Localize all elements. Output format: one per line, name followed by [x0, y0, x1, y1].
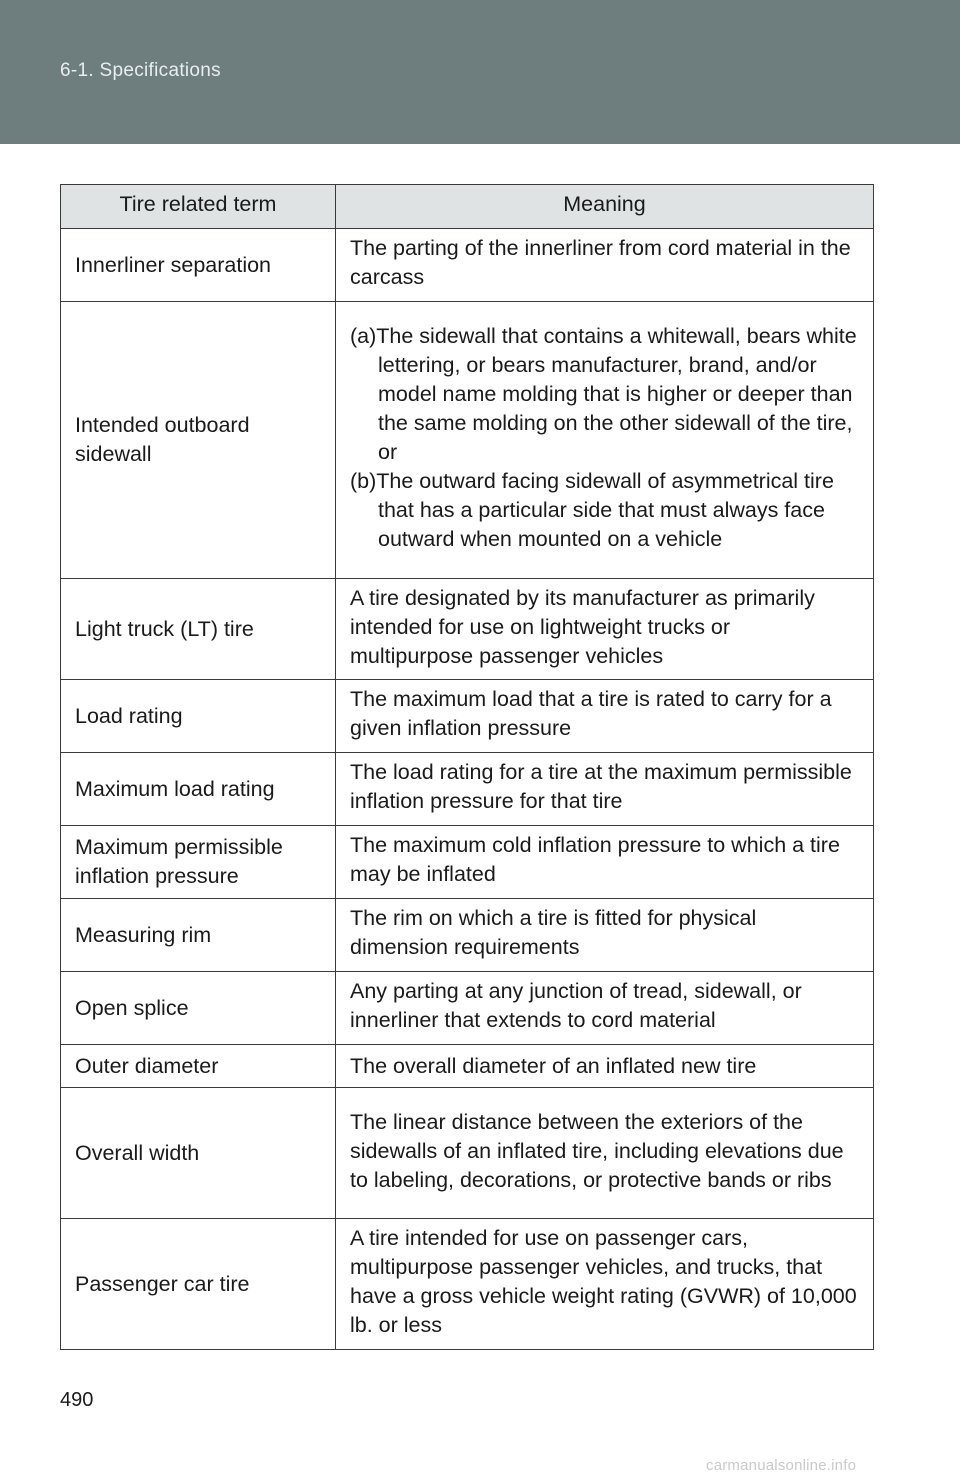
meaning-cell: The parting of the innerliner from cord material in the carcass [336, 229, 874, 302]
table-row [61, 1219, 874, 1350]
meaning-cell: A tire designated by its manufacturer as primarily intended for use on lightweight trucks or multipurpose passenger vehicles [336, 579, 874, 680]
meaning-cell: Any parting at any junction of tread, sidewall, or innerliner that extends to cord material [336, 972, 874, 1045]
table-row [61, 1045, 874, 1088]
term-cell: Maximum permissible inflation pressure [61, 826, 336, 899]
table-header-row [61, 185, 874, 229]
term-cell: Passenger car tire [61, 1219, 336, 1350]
meaning-cell: The linear distance between the exteriors of the sidewalls of an inflated tire, including elevations due to labeling, decorations, or protective bands or ribs [336, 1088, 874, 1219]
header-band [0, 0, 960, 144]
list-item: (a)The sidewall that contains a whitewall, bears white lettering, or bears manufacturer, brand, and/or model name molding that is higher or deeper than the same molding on the other sidewall of the tire, or [350, 324, 857, 464]
table-row [61, 302, 874, 579]
page-number: 490 [60, 1389, 94, 1411]
meaning-cell [336, 302, 874, 579]
table-row [61, 579, 874, 680]
table-row [61, 753, 874, 826]
watermark: carmanualsonline.info [706, 1457, 857, 1474]
table-row [61, 1088, 874, 1219]
term-cell: Load rating [61, 680, 336, 753]
list-item: (b)The outward facing sidewall of asymmetrical tire that has a particular side that must always face outward when mounted on a vehicle [350, 469, 834, 551]
column-header-term: Tire related term [61, 185, 336, 229]
section-title: 6-1. Specifications [60, 60, 221, 81]
term-cell: Measuring rim [61, 899, 336, 972]
meaning-cell: A tire intended for use on passenger cars, multipurpose passenger vehicles, and trucks, that have a gross vehicle weight rating (GVWR) of 10,000 lb. or less [336, 1219, 874, 1350]
table-row [61, 899, 874, 972]
meaning-cell: The rim on which a tire is fitted for physical dimension requirements [336, 899, 874, 972]
term-cell: Innerliner separation [61, 229, 336, 302]
meaning-cell: The maximum cold inflation pressure to which a tire may be inflated [336, 826, 874, 899]
column-header-meaning: Meaning [336, 185, 874, 229]
term-cell: Intended outboard sidewall [61, 302, 336, 579]
term-cell: Open splice [61, 972, 336, 1045]
meaning-cell: The overall diameter of an inflated new tire [336, 1045, 874, 1088]
table-row [61, 680, 874, 753]
term-cell: Outer diameter [61, 1045, 336, 1088]
tire-terms-table [60, 184, 874, 1350]
table-row [61, 826, 874, 899]
meaning-cell: The maximum load that a tire is rated to carry for a given inflation pressure [336, 680, 874, 753]
table-row [61, 972, 874, 1045]
meaning-cell: The load rating for a tire at the maximum permissible inflation pressure for that tire [336, 753, 874, 826]
term-cell: Overall width [61, 1088, 336, 1219]
term-cell: Maximum load rating [61, 753, 336, 826]
term-cell: Light truck (LT) tire [61, 579, 336, 680]
table-row [61, 229, 874, 302]
